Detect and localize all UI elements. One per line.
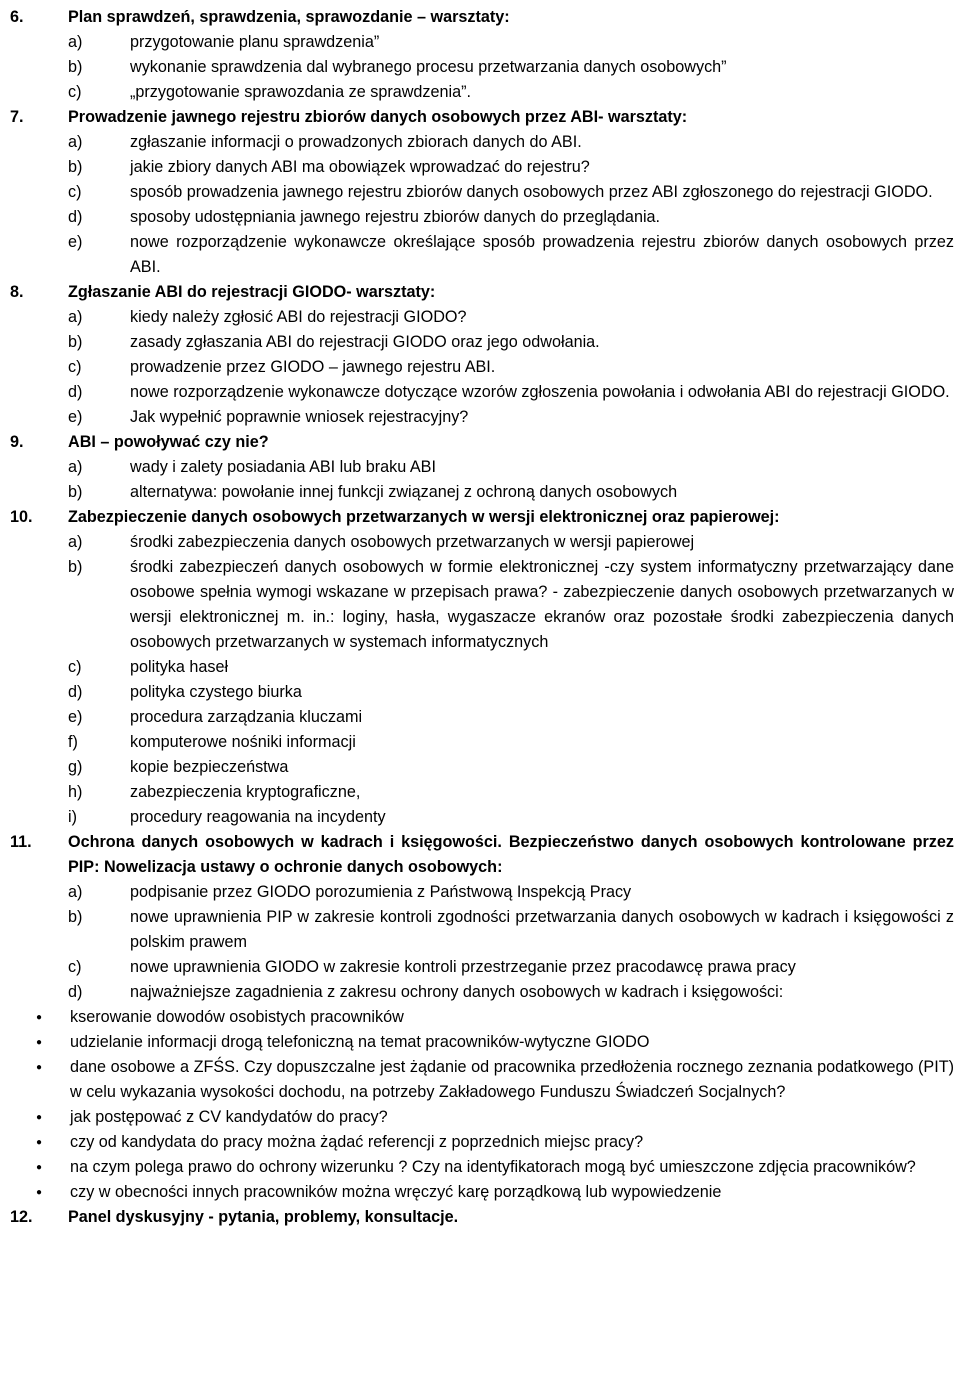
list-item	[10, 680, 954, 705]
item-text: kiedy należy zgłosić ABI do rejestracji GIODO?	[130, 308, 467, 326]
item-text: nowe rozporządzenie wykonawcze określające sposób prowadzenia rejestru zbiorów danych osobowych przez ABI.	[130, 233, 954, 276]
list-item	[10, 955, 954, 980]
item-letter: i)	[68, 808, 77, 826]
bullet-text: udzielanie informacji drogą telefoniczną na temat pracowników-wytyczne GIODO	[70, 1033, 650, 1051]
section-9	[10, 430, 954, 505]
item-letter: a)	[68, 133, 83, 151]
list-item	[10, 330, 954, 355]
item-letter: d)	[68, 983, 83, 1001]
list-item	[10, 355, 954, 380]
item-letter: b)	[68, 908, 83, 926]
item-text: Jak wypełnić poprawnie wniosek rejestracyjny?	[130, 408, 469, 426]
section-title: Zgłaszanie ABI do rejestracji GIODO- warsztaty:	[68, 283, 436, 301]
item-text: prowadzenie przez GIODO – jawnego rejestru ABI.	[130, 358, 496, 376]
section-heading	[10, 5, 954, 30]
item-text: kopie bezpieczeństwa	[130, 758, 289, 776]
section-title: Prowadzenie jawnego rejestru zbiorów danych osobowych przez ABI- warsztaty:	[68, 108, 688, 126]
item-text: przygotowanie planu sprawdzenia”	[130, 33, 380, 51]
list-item	[10, 30, 954, 55]
list-item	[10, 730, 954, 755]
item-text: zabezpieczenia kryptograficzne,	[130, 783, 361, 801]
item-letter: b)	[68, 333, 83, 351]
item-letter: d)	[68, 208, 83, 226]
section-number: 9.	[10, 433, 24, 451]
item-letter: g)	[68, 758, 83, 776]
section-title: Zabezpieczenie danych osobowych przetwarzanych w wersji elektronicznej oraz papierowej:	[68, 508, 780, 526]
item-letter: c)	[68, 658, 82, 676]
list-item	[10, 530, 954, 555]
bullet-text: czy od kandydata do pracy można żądać referencji z poprzednich miejsc pracy?	[70, 1133, 644, 1151]
bullet-text: czy w obecności innych pracowników można wręczyć karę porządkową lub wypowiedzenie	[70, 1183, 722, 1201]
item-text: nowe uprawnienia GIODO w zakresie kontroli przestrzeganie przez pracodawcę prawa pracy	[130, 958, 796, 976]
item-letter: b)	[68, 58, 83, 76]
list-item	[10, 705, 954, 730]
item-text: najważniejsze zagadnienia z zakresu ochrony danych osobowych w kadrach i księgowości:	[130, 983, 784, 1001]
section-12	[10, 1205, 954, 1230]
item-text: procedura zarządzania kluczami	[130, 708, 363, 726]
bullet-item	[10, 1155, 954, 1180]
item-letter: h)	[68, 783, 83, 801]
item-letter: b)	[68, 483, 83, 501]
bullet-item	[10, 1055, 954, 1105]
list-item	[10, 480, 954, 505]
section-title: Plan sprawdzeń, sprawdzenia, sprawozdanie – warsztaty:	[68, 8, 510, 26]
item-text: procedury reagowania na incydenty	[130, 808, 386, 826]
bullet-item	[10, 1030, 954, 1055]
item-letter: e)	[68, 233, 83, 251]
bullet-item	[10, 1105, 954, 1130]
item-text: nowe uprawnienia PIP w zakresie kontroli zgodności przetwarzania danych osobowych w kadrach i księgowości z polskim prawem	[130, 908, 954, 951]
list-item	[10, 80, 954, 105]
item-letter: c)	[68, 83, 82, 101]
section-heading	[10, 105, 954, 130]
item-letter: d)	[68, 383, 83, 401]
bullet-text: dane osobowe a ZFŚS. Czy dopuszczalne jest żądanie od pracownika przedłożenia rocznego zeznania podatkowego (PIT) w celu wykazania wysokości dochodu, na potrzeby Zakładowego Funduszu Świadczeń Socjalnych?	[70, 1058, 954, 1101]
item-letter: e)	[68, 408, 83, 426]
item-text: polityka czystego biurka	[130, 683, 302, 701]
item-text: zasady zgłaszania ABI do rejestracji GIODO oraz jego odwołania.	[130, 333, 600, 351]
item-letter: c)	[68, 358, 82, 376]
item-letter: b)	[68, 158, 83, 176]
bullet-icon: ●	[36, 1037, 43, 1048]
list-item	[10, 230, 954, 280]
section-title: Panel dyskusyjny - pytania, problemy, konsultacje.	[68, 1208, 459, 1226]
list-item	[10, 130, 954, 155]
section-title: Ochrona danych osobowych w kadrach i księgowości. Bezpieczeństwo danych osobowych kontrolowane przez PIP: Nowelizacja ustawy o ochronie danych osobowych:	[68, 833, 954, 876]
item-text: wykonanie sprawdzenia dal wybranego procesu przetwarzania danych osobowych”	[130, 58, 727, 76]
list-item	[10, 380, 954, 405]
item-letter: c)	[68, 958, 82, 976]
list-item	[10, 405, 954, 430]
item-letter: a)	[68, 458, 83, 476]
list-item	[10, 755, 954, 780]
item-text: alternatywa: powołanie innej funkcji związanej z ochroną danych osobowych	[130, 483, 678, 501]
list-item	[10, 880, 954, 905]
list-item	[10, 455, 954, 480]
item-letter: f)	[68, 733, 78, 751]
list-item	[10, 805, 954, 830]
bullet-icon: ●	[36, 1012, 43, 1023]
section-11	[10, 830, 954, 1205]
bullet-item	[10, 1130, 954, 1155]
bullet-icon: ●	[36, 1137, 43, 1148]
list-item	[10, 55, 954, 80]
bullet-item	[10, 1005, 954, 1030]
list-item	[10, 905, 954, 955]
item-letter: b)	[68, 558, 83, 576]
list-item	[10, 555, 954, 655]
list-item	[10, 155, 954, 180]
section-7	[10, 105, 954, 280]
bullet-icon: ●	[36, 1112, 43, 1123]
section-number: 7.	[10, 108, 24, 126]
item-text: sposoby udostępniania jawnego rejestru zbiorów danych do przeglądania.	[130, 208, 661, 226]
section-heading	[10, 280, 954, 305]
bullet-icon: ●	[36, 1187, 43, 1198]
section-number: 10.	[10, 508, 33, 526]
section-number: 12.	[10, 1208, 33, 1226]
list-item	[10, 980, 954, 1005]
section-heading	[10, 505, 954, 530]
list-item	[10, 180, 954, 205]
section-heading	[10, 430, 954, 455]
item-text: polityka haseł	[130, 658, 229, 676]
item-text: podpisanie przez GIODO porozumienia z Państwową Inspekcją Pracy	[130, 883, 632, 901]
list-item	[10, 780, 954, 805]
section-title: ABI – powoływać czy nie?	[68, 433, 269, 451]
list-item	[10, 205, 954, 230]
item-letter: a)	[68, 883, 83, 901]
item-text: środki zabezpieczeń danych osobowych w formie elektronicznej -czy system informatyczny przetwarzający dane osobowe spełnia wymogi wskazane w przepisach prawa? - zabezpieczenie danych osobowych przetwarzanych w wersji elektronicznej m. in.: loginy, hasła, wygaszacze ekranów oraz pozostałe środki zabezpieczenia danych osobowych przetwarzanych w systemach informatycznych	[130, 558, 954, 651]
item-text: sposób prowadzenia jawnego rejestru zbiorów danych osobowych przez ABI zgłoszonego do rejestracji GIODO.	[130, 183, 933, 201]
list-item	[10, 305, 954, 330]
item-text: jakie zbiory danych ABI ma obowiązek wprowadzać do rejestru?	[130, 158, 590, 176]
item-letter: a)	[68, 533, 83, 551]
item-text: nowe rozporządzenie wykonawcze dotyczące wzorów zgłoszenia powołania i odwołania ABI do rejestracji GIODO.	[130, 383, 950, 401]
item-text: wady i zalety posiadania ABI lub braku ABI	[130, 458, 436, 476]
item-letter: d)	[68, 683, 83, 701]
item-letter: a)	[68, 33, 83, 51]
item-text: „przygotowanie sprawozdania ze sprawdzenia”.	[130, 83, 472, 101]
bullet-icon: ●	[36, 1062, 43, 1073]
item-letter: a)	[68, 308, 83, 326]
section-8	[10, 280, 954, 430]
item-text: zgłaszanie informacji o prowadzonych zbiorach danych do ABI.	[130, 133, 582, 151]
item-text: komputerowe nośniki informacji	[130, 733, 356, 751]
bullet-icon: ●	[36, 1162, 43, 1173]
bullet-text: jak postępować z CV kandydatów do pracy?	[70, 1108, 388, 1126]
section-number: 6.	[10, 8, 24, 26]
section-6	[10, 5, 954, 105]
bullet-item	[10, 1180, 954, 1205]
section-heading	[10, 830, 954, 880]
section-heading	[10, 1205, 954, 1230]
section-number: 11.	[10, 833, 32, 851]
item-text: środki zabezpieczenia danych osobowych przetwarzanych w wersji papierowej	[130, 533, 695, 551]
list-item	[10, 655, 954, 680]
section-10	[10, 505, 954, 830]
item-letter: c)	[68, 183, 82, 201]
bullet-text: na czym polega prawo do ochrony wizerunku ? Czy na identyfikatorach mogą być umieszczone zdjęcia pracowników?	[70, 1158, 916, 1176]
bullet-text: kserowanie dowodów osobistych pracowników	[70, 1008, 404, 1026]
section-number: 8.	[10, 283, 24, 301]
item-letter: e)	[68, 708, 83, 726]
